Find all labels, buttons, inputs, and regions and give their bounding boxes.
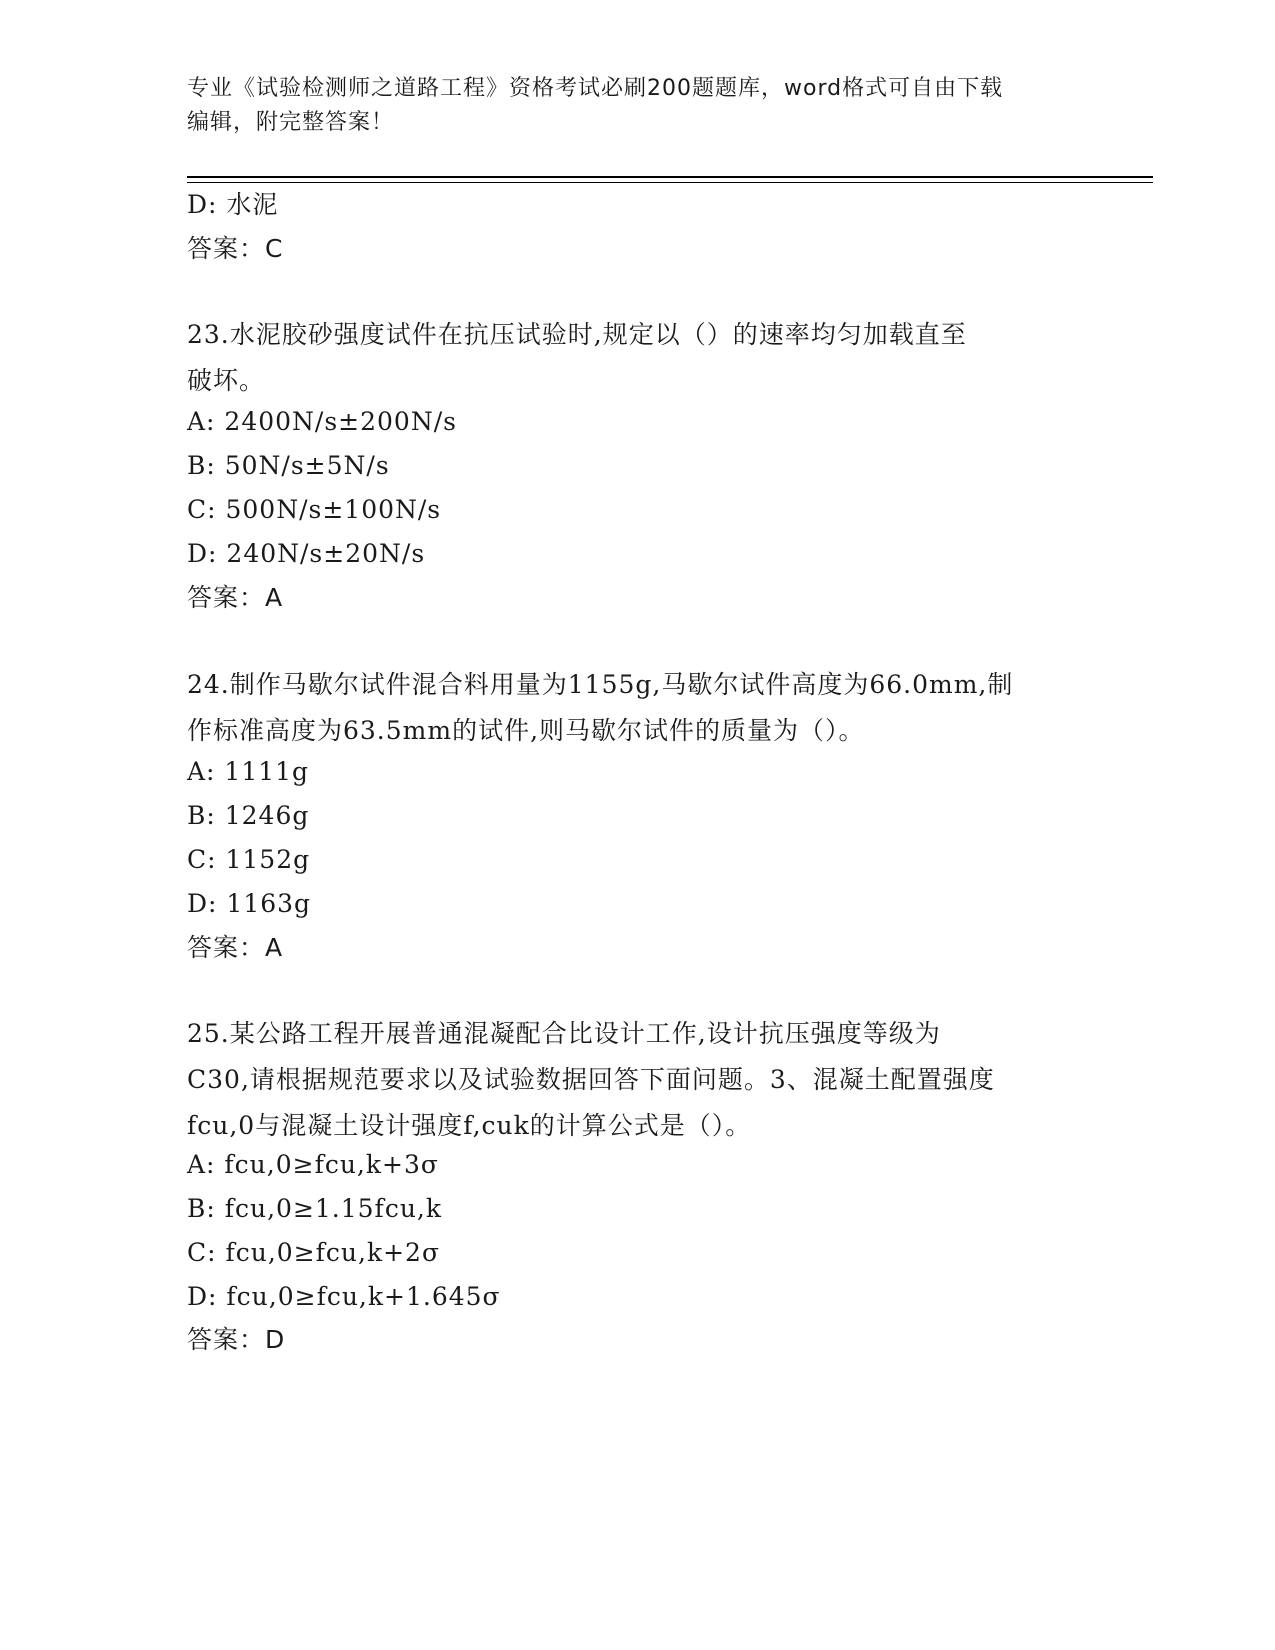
question-24-option-d: D: 1163g	[187, 889, 312, 918]
prev-option-d: D: 水泥	[187, 190, 279, 219]
question-25-option-c: C: fcu,0≥fcu,k+2σ	[187, 1238, 441, 1267]
question-23-option-c: C: 500N/s±100N/s	[187, 495, 442, 524]
question-25-line-2: C30,请根据规范要求以及试验数据回答下面问题。3、混凝土配置强度	[187, 1065, 995, 1094]
question-24-option-c: C: 1152g	[187, 845, 311, 874]
prev-answer: 答案：C	[187, 234, 284, 263]
question-23	[187, 312, 1067, 404]
question-24-line-2: 作标准高度为63.5mm的试件,则马歇尔试件的质量为（）。	[187, 716, 865, 745]
question-25-line-1: 25.某公路工程开展普通混凝配合比设计工作,设计抗压强度等级为	[187, 1019, 941, 1048]
question-23-line-1: 23.水泥胶砂强度试件在抗压试验时,规定以（）的速率均匀加载直至	[187, 320, 967, 349]
header-rule-thin	[187, 182, 1153, 183]
question-25-option-d: D: fcu,0≥fcu,k+1.645σ	[187, 1282, 501, 1311]
header-line-1: 专业《试验检测师之道路工程》资格考试必刷200题题库，word格式可自由下载	[187, 76, 1004, 101]
question-23-option-a: A: 2400N/s±200N/s	[187, 407, 457, 436]
header-rule-thick	[187, 176, 1153, 178]
question-25-option-b: B: fcu,0≥1.15fcu,k	[187, 1194, 443, 1223]
question-24-line-1: 24.制作马歇尔试件混合料用量为1155g,马歇尔试件高度为66.0mm,制	[187, 670, 1014, 699]
header-line-2: 编辑，附完整答案！	[187, 110, 395, 135]
question-24-answer: 答案：A	[187, 933, 284, 962]
question-23-option-d: D: 240N/s±20N/s	[187, 539, 426, 568]
question-25-answer: 答案：D	[187, 1325, 286, 1354]
question-25	[187, 1011, 1067, 1149]
question-23-answer: 答案：A	[187, 583, 284, 612]
question-23-option-b: B: 50N/s±5N/s	[187, 451, 390, 480]
question-25-option-a: A: fcu,0≥fcu,k+3σ	[187, 1150, 439, 1179]
question-25-line-3: fcu,0与混凝土设计强度f,cuk的计算公式是（）。	[187, 1111, 752, 1140]
question-24-option-a: A: 1111g	[187, 757, 310, 786]
document-header	[187, 72, 1087, 140]
question-24-option-b: B: 1246g	[187, 801, 310, 830]
question-23-line-2: 破坏。	[187, 366, 266, 395]
question-24	[187, 662, 1067, 754]
